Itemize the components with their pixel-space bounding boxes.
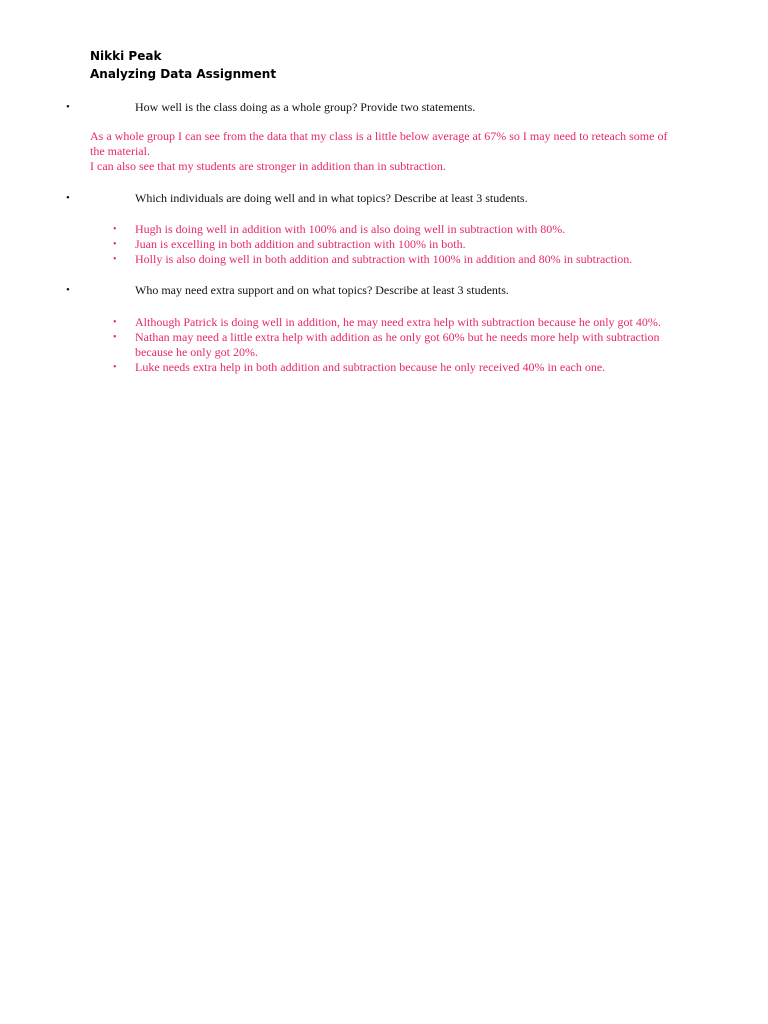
list-item <box>0 252 700 267</box>
bullet-icon: • <box>66 101 70 113</box>
answer-2-item-1: Hugh is doing well in addition with 100% and is also doing well in subtraction with 80%. <box>135 222 566 236</box>
answer-3-list <box>0 315 700 375</box>
document-title: Analyzing Data Assignment <box>90 67 277 81</box>
answer-2-list <box>0 222 700 267</box>
list-item <box>0 237 700 252</box>
author-name: Nikki Peak <box>90 49 162 63</box>
bullet-icon: • <box>113 239 117 250</box>
question-3-text: Who may need extra support and on what topics? Describe at least 3 students. <box>135 283 509 297</box>
answer-2-item-2: Juan is excelling in both addition and subtraction with 100% in both. <box>135 237 466 251</box>
list-item <box>0 360 700 375</box>
bullet-icon: • <box>66 192 70 204</box>
bullet-icon: • <box>113 332 117 343</box>
answer-1 <box>90 129 670 174</box>
answer-3-item-2: Nathan may need a little extra help with addition as he only got 60% but he needs more help with subtraction because he only got 20%. <box>135 330 660 359</box>
list-item <box>0 330 700 360</box>
list-item <box>0 222 700 237</box>
bullet-icon: • <box>113 362 117 373</box>
answer-2-item-3: Holly is also doing well in both addition and subtraction with 100% in addition and 80% in subtraction. <box>135 252 633 266</box>
bullet-icon: • <box>66 284 70 296</box>
answer-1-line-2: I can also see that my students are stronger in addition than in subtraction. <box>90 159 446 173</box>
bullet-icon: • <box>113 317 117 328</box>
answer-3-item-1: Although Patrick is doing well in addition, he may need extra help with subtraction because he only got 40%. <box>135 315 661 329</box>
answer-1-line-1: As a whole group I can see from the data that my class is a little below average at 67% so I may need to reteach some of the material. <box>90 129 668 158</box>
question-1-text: How well is the class doing as a whole group? Provide two statements. <box>135 100 476 114</box>
bullet-icon: • <box>113 224 117 235</box>
answer-3-item-3: Luke needs extra help in both addition and subtraction because he only received 40% in each one. <box>135 360 606 374</box>
list-item <box>0 315 700 330</box>
bullet-icon: • <box>113 254 117 265</box>
document-header <box>90 47 276 83</box>
question-2-text: Which individuals are doing well and in what topics? Describe at least 3 students. <box>135 191 528 205</box>
